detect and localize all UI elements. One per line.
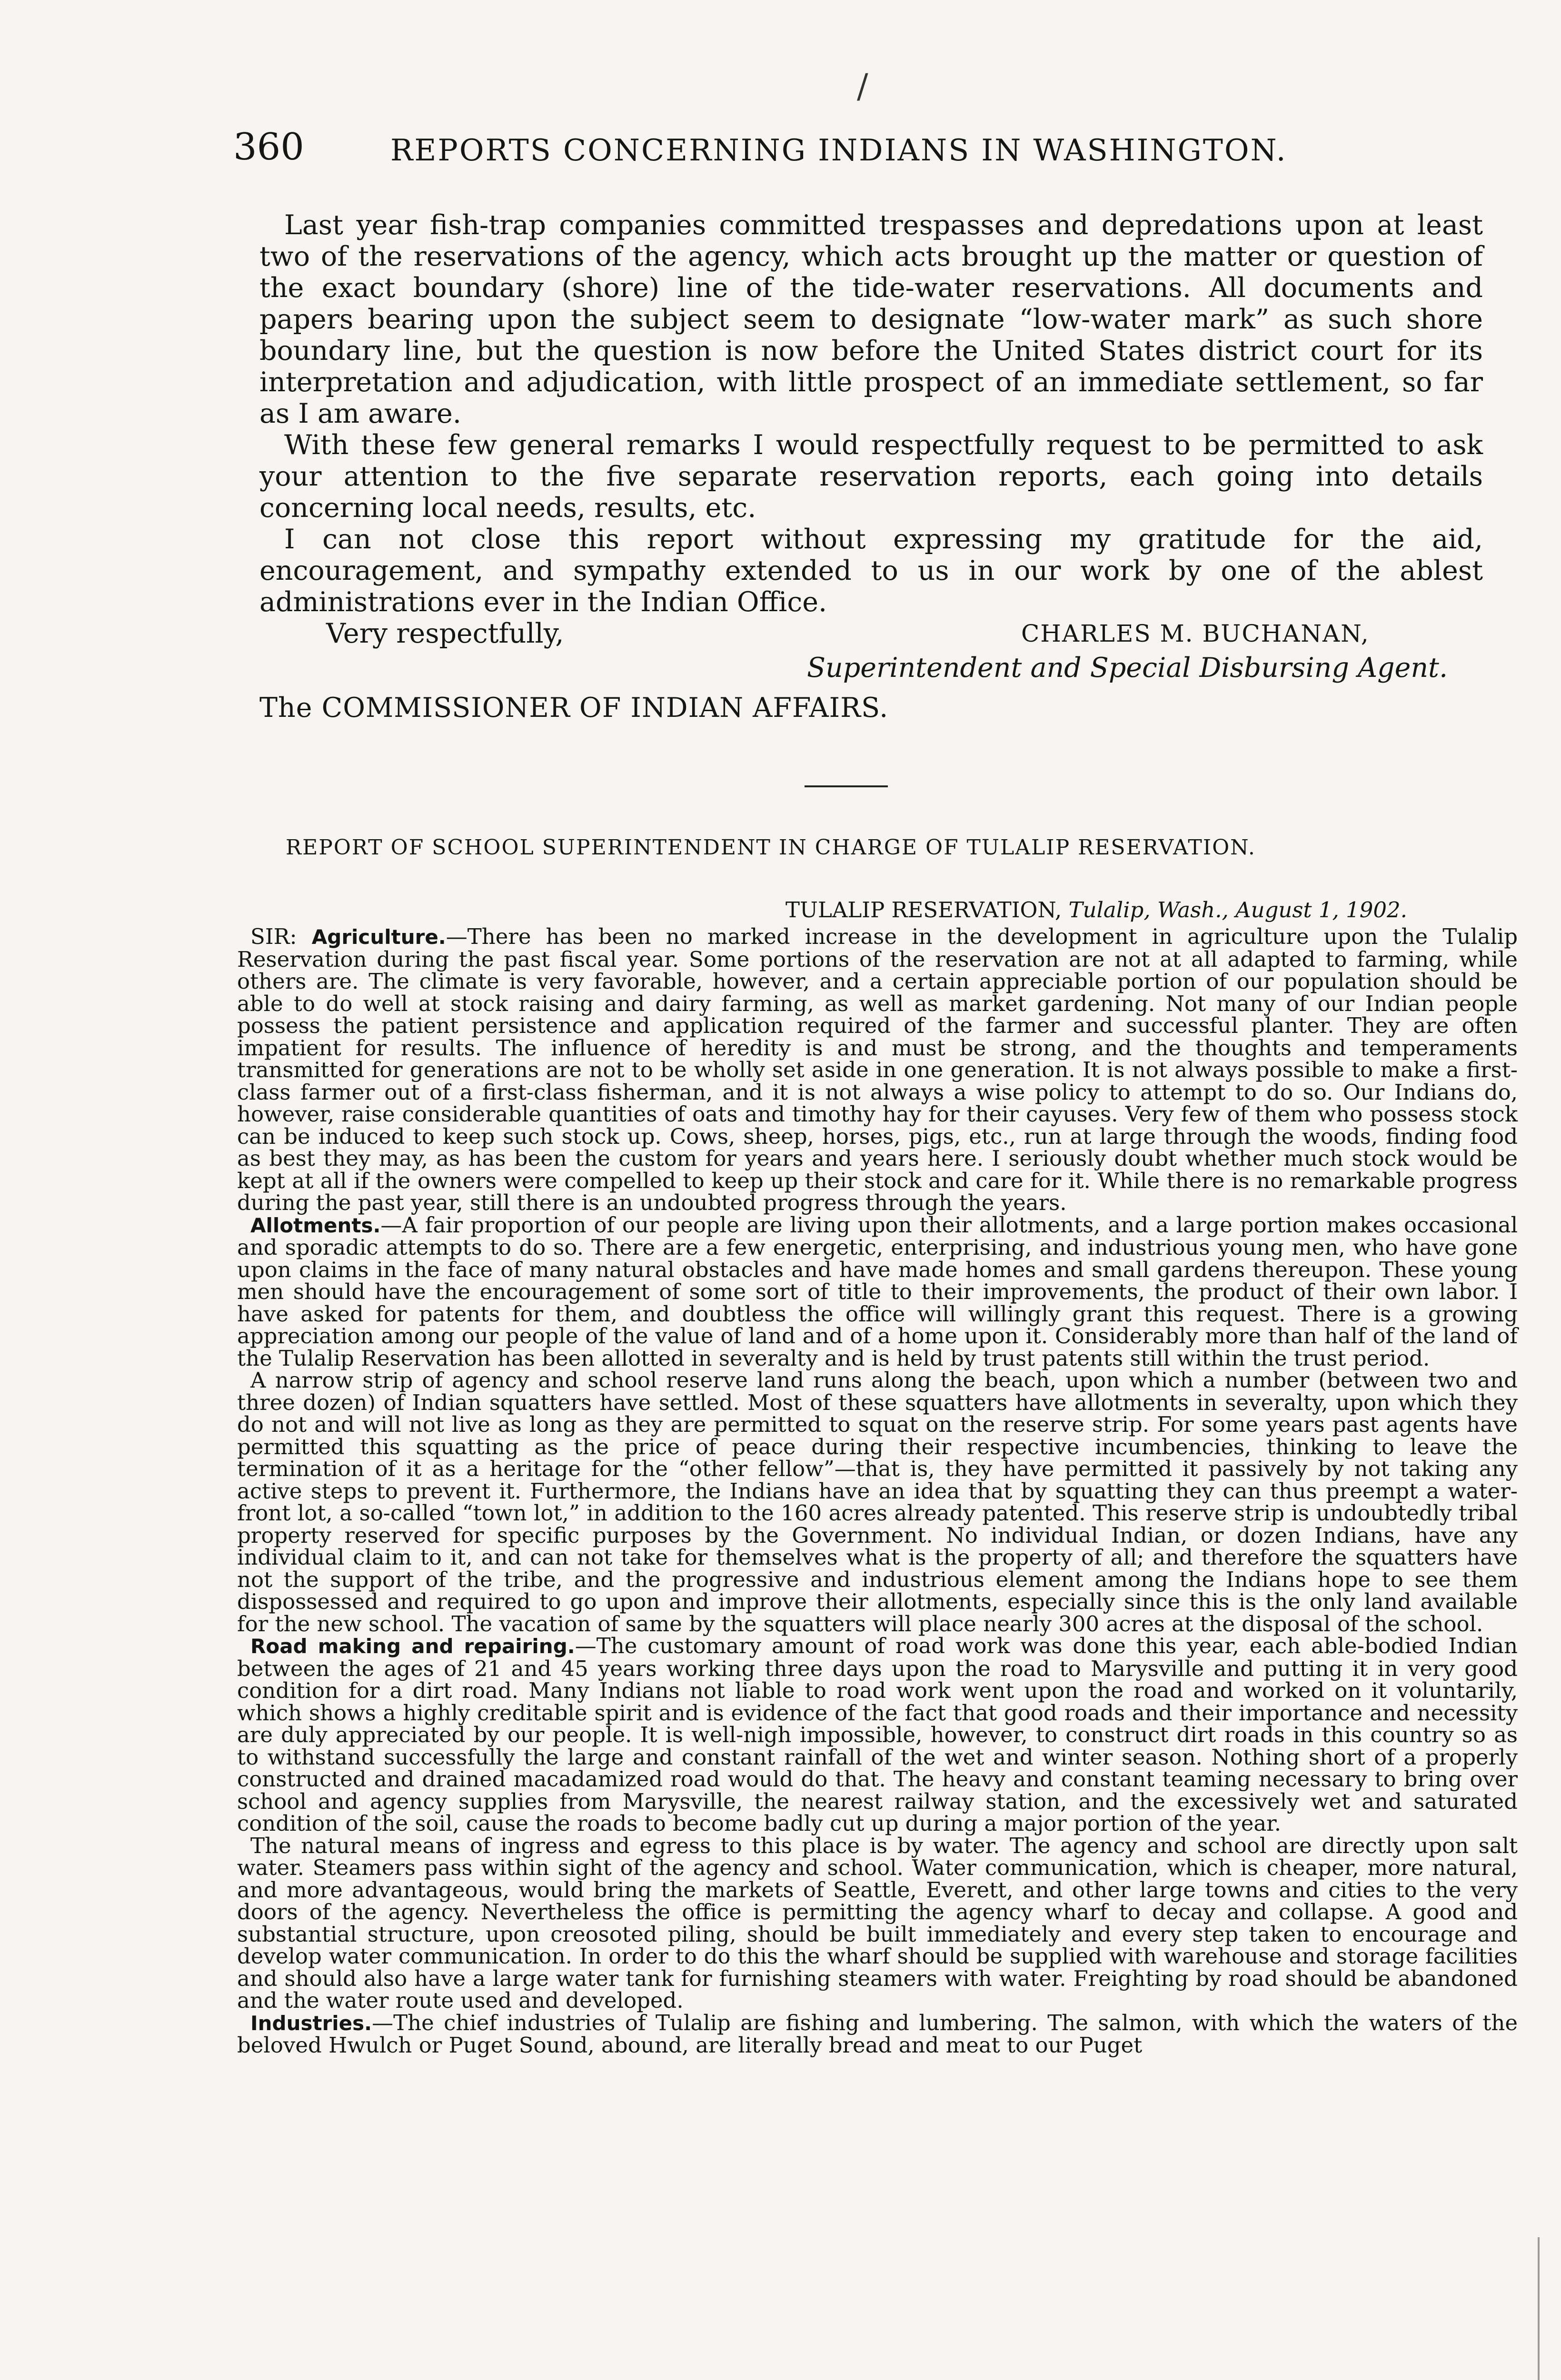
- report-paragraph-roads: [237, 1635, 1518, 1835]
- report-dateline: [785, 897, 1452, 922]
- page-header: [233, 126, 1352, 186]
- paragraph-text: —A fair proportion of our people are living upon their allotments, and a large portion makes occasional and sporadic attempts to do so. There are a few energetic, enterprising, and industrious young men, who have gone upon claims in the face of many natural obstacles and have made homes and small gardens thereupon. These young men should have the encouragement of some sort of title to their improvements, the product of their own labor. I have asked for patents for them, and doubtless the office will willingly grant this request. There is a growing appreciation among our people of the value of land and of a home upon it. Considerably more than half of the land of the Tulalip Reservation has been allotted in severalty and is held by trust patents still within the trust period.: [237, 1212, 1518, 1371]
- paragraph-text: The natural means of ingress and egress to this place is by water. The agency and school are directly upon salt water. Steamers pass within sight of the agency and school. Water communication, which is cheaper, more natural, and more advantageous, would bring the markets of Seattle, Everett, and other large towns and cities to the very doors of the agency. Nevertheless the office is permitting the agency wharf to decay and collapse. A good and substantial structure, upon creosoted piling, should be built immediately and every step taken to encourage and develop water communication. In order to do this the wharf should be supplied with warehouse and storage facilities and should also have a large water tank for furnishing steamers with water. Freighting by road should be abandoned and the water route used and developed.: [237, 1833, 1518, 2013]
- report-paragraph-allotments: [237, 1214, 1518, 1370]
- page-number: 360: [233, 126, 304, 169]
- salutation: SIR:: [250, 924, 312, 949]
- run-in-heading: Agriculture.: [311, 925, 446, 949]
- report-paragraph-water: [237, 1835, 1518, 2012]
- dateline-date: Tulalip, Wash., August 1, 1902.: [1068, 897, 1407, 922]
- running-head: REPORTS CONCERNING INDIANS IN WASHINGTON.: [390, 133, 1287, 168]
- run-in-heading: Road making and repairing.: [250, 1635, 575, 1658]
- report-body: [237, 926, 1518, 2057]
- dateline-place: TULALIP RESERVATION,: [785, 897, 1062, 922]
- report-paragraph-industries: [237, 2012, 1518, 2057]
- report-heading: REPORT OF SCHOOL SUPERINTENDENT IN CHARGE OF TULALIP RESERVATION.: [286, 835, 1256, 860]
- run-in-heading: Industries.: [250, 2011, 372, 2035]
- section-divider: [805, 785, 888, 787]
- paragraph-text: A narrow strip of agency and school reserve land runs along the beach, upon which a number (between two and three dozen) of Indian squatters have settled. Most of these squatters have allotments in severalty, upon which they do not and will not live as long as they are permitted to squat on the reserve strip. For some years past agents have permitted this squatting as the price of peace during their respective incumbencies, thinking to leave the termination of it as a heritage for the “other fellow”—that is, they have permitted it passively by not taking any active steps to prevent it. Furthermore, the Indians have an idea that by squatting they can thus preempt a water-front lot, a so-called “town lot,” in addition to the 160 acres already patented. This reserve strip is undoubtedly tribal property reserved for specific purposes by the Government. No individual Indian, or dozen Indians, have any individual claim to it, and can not take for themselves what is the property of all; and therefore the squatters have not the support of the tribe, and the progressive and industrious element among the Indians hope to see them dispossessed and required to go upon and improve their allotments, especially since this is the only land available for the new school. The vacation of same by the squatters will place nearly 300 acres at the disposal of the school.: [237, 1368, 1518, 1636]
- paragraph-text: —The customary amount of road work was done this year, each able-bodied Indian between the ages of 21 and 45 years working three days upon the road to Marysville and putting it in very good condition for a dirt road. Many Indians not liable to road work went upon the road and worked on it voluntarily, which shows a highly creditable spirit and is evidence of the fact that good roads and their importance and necessity are duly appreciated by our people. It is well-nigh impossible, however, to construct dirt roads in this country so as to withstand successfully the large and constant rainfall of the wet and winter season. Nothing short of a properly constructed and drained macadamized road would do that. The heavy and constant teaming necessary to bring over school and agency supplies from Marysville, the nearest railway station, and the excessively wet and saturated condition of the soil, cause the roads to become badly cut up during a major portion of the year.: [237, 1633, 1518, 1836]
- signature-title: Superintendent and Special Disbursing Agent.: [807, 652, 1448, 684]
- run-in-heading: Allotments.: [250, 1213, 381, 1237]
- signature-name: CHARLES M. BUCHANAN,: [1021, 620, 1370, 647]
- letter-body: [259, 209, 1483, 724]
- paragraph-text: —There has been no marked increase in the development in agriculture upon the Tulalip Reservation during the past fiscal year. Some portions of the reservation are not at all adapted to farming, while others are. The climate is very favorable, however, and a certain appreciable portion of our population should be able to do well at stock raising and dairy farming, as well as market gardening. Not many of our Indian people possess the patient persistence and application required of the farmer and successful planter. They are often impatient for results. The influence of heredity is and must be strong, and the thoughts and temperaments transmitted for generations are not to be wholly set aside in one generation. It is not always possible to make a first-class farmer out of a first-class fisherman, and it is not always a wise policy to attempt to do so. Our Indians do, however, raise considerable quantities of oats and timothy hay for their cayuses. Very few of them who possess stock can be induced to keep such stock up. Cows, sheep, horses, pigs, etc., run at large through the woods, finding food as best they may, as has been the custom for years and years here. I seriously doubt whether much stock would be kept at all if the owners were compelled to keep up their stock and care for it. While there is no remarkable progress during the past year, still there is an undoubted progress through the years.: [237, 924, 1518, 1215]
- letter-closing: [259, 618, 1483, 689]
- letter-paragraph-2: With these few general remarks I would respectfully request to be permitted to ask your attention to the five separate reservation reports, each going into details concerning local needs, results, etc.: [259, 429, 1483, 524]
- report-paragraph-agriculture: [237, 926, 1518, 1214]
- letter-paragraph-1: Last year fish-trap companies committed trespasses and depredations upon at least two of the reservations of the agency, which acts brought up the matter or question of the exact boundary (shore) line of the tide-water reservations. All documents and papers bearing upon the subject seem to designate “low-water mark” as such shore boundary line, but the question is now before the United States district court for its interpretation and adjudication, with little prospect of an immediate settlement, so far as I am aware.: [259, 209, 1483, 429]
- valediction: Very respectfully,: [326, 618, 564, 649]
- paragraph-text: —The chief industries of Tulalip are fishing and lumbering. The salmon, with which the waters of the beloved Hwulch or Puget Sound, abound, are literally bread and meat to our Puget: [237, 2010, 1518, 2058]
- scan-edge-mark: [1538, 2237, 1540, 2380]
- addressee: The COMMISSIONER OF INDIAN AFFAIRS.: [259, 692, 889, 724]
- top-pen-mark: /: [857, 67, 868, 106]
- letter-paragraph-3: I can not close this report without expressing my gratitude for the aid, encouragement, and sympathy extended to us in our work by one of the ablest administrations ever in the Indian Office.: [259, 524, 1483, 618]
- report-paragraph-squatters: [237, 1369, 1518, 1635]
